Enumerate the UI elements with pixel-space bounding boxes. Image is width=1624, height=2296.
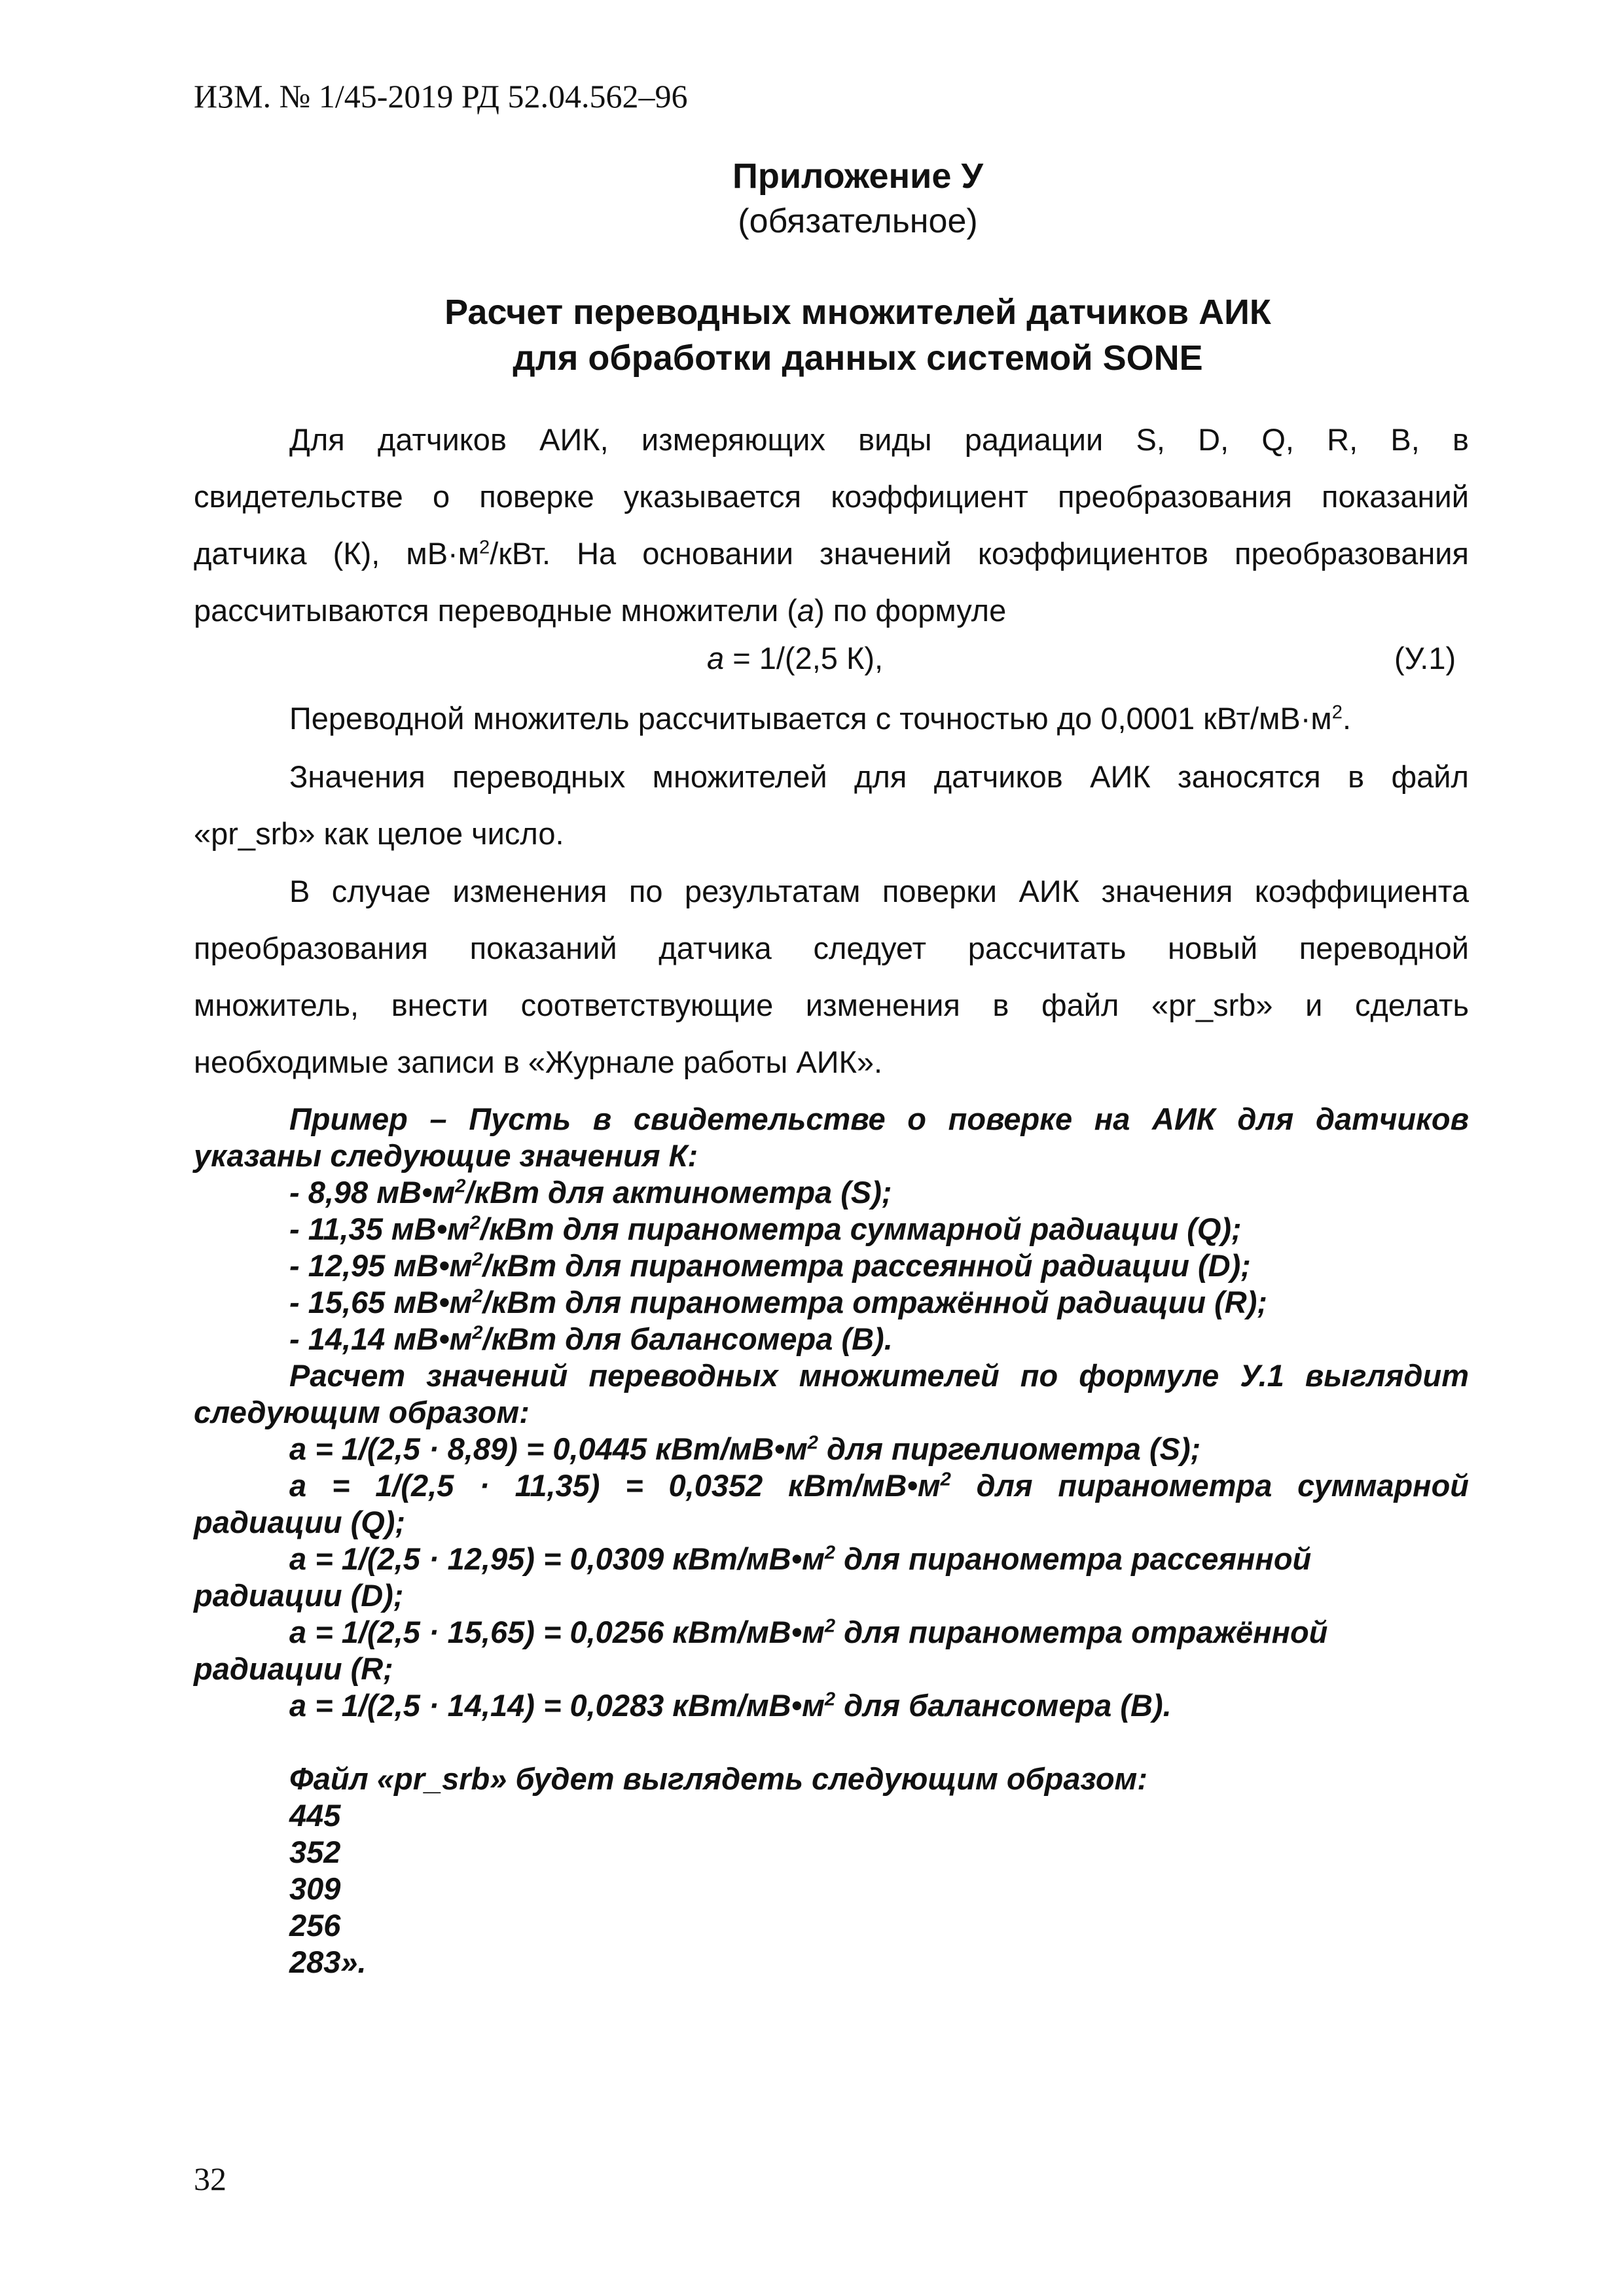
formula: a = 1/(2,5 К), <box>707 641 884 675</box>
calc-line: a = 1/(2,5 · 15,65) = 0,0256 кВт/$мВ•м^2$ для пиранометра отражённой <box>289 1615 1328 1649</box>
calc-line-cont: радиации (Q); <box>194 1505 406 1539</box>
page-number: 32 <box>194 2161 226 2197</box>
example-item: - 15,65 $мВ•м^2$/кВт для пиранометра отражённой радиации (R); <box>289 1285 1268 1319</box>
file-value: 352 <box>289 1835 341 1869</box>
section-heading-line1: Расчет переводных множителей датчиков АИК <box>444 293 1271 332</box>
document-header: ИЗМ. № 1/45-2019 РД 52.04.562–96 <box>194 78 688 115</box>
formula-number: (У.1) <box>1394 641 1456 675</box>
calc-line: a = 1/(2,5 · 14,14) = 0,0283 кВт/$мВ•м^2$ для балансомера (В). <box>289 1688 1172 1723</box>
calc-line-cont: радиации (R; <box>194 1651 393 1686</box>
calc-line: a = 1/(2,5 · 12,95) = 0,0309 кВт/$мВ•м^2$ для пиранометра рассеянной <box>289 1541 1312 1576</box>
para2: Переводной множитель рассчитывается с точностью до 0,0001 кВт/$мВ\cdot м^2$. <box>289 701 1351 736</box>
example-item: - 14,14 $мВ•м^2$/кВт для балансомера (В). <box>289 1321 893 1356</box>
para1-line3: датчика (К), $мВ\cdot м^2$/кВт. На основании значений коэффициентов преобразования <box>194 536 1469 571</box>
para1-line4: рассчитываются переводные множители (a) по формуле <box>194 593 1007 628</box>
file-value: 256 <box>289 1908 341 1943</box>
file-intro: Файл «pr_srb» будет выглядеть следующим образом: <box>289 1761 1147 1796</box>
example-item: - 11,35 $мВ•м^2$/кВт для пиранометра суммарной радиации (Q); <box>289 1211 1242 1246</box>
calc-intro-line2: следующим образом: <box>194 1395 530 1429</box>
example-intro-line1: Пример – Пусть в свидетельстве о поверке на АИК для датчиков <box>289 1102 1469 1136</box>
para4-line1: В случае изменения по результатам поверки АИК значения коэффициента <box>289 874 1469 908</box>
section-heading-line2: для обработки данных системой SONE <box>513 338 1203 378</box>
appendix-title: Приложение У <box>732 156 983 196</box>
example-item: - 12,95 $мВ•м^2$/кВт для пиранометра рассеянной радиации (D); <box>289 1248 1251 1283</box>
example-intro-line2: указаны следующие значения К: <box>194 1138 698 1173</box>
file-value: 283». <box>289 1945 367 1979</box>
para4-line4: необходимые записи в «Журнале работы АИК». <box>194 1045 883 1079</box>
para4-line3: множитель, внести соответствующие изменения в файл «pr_srb» и сделать <box>194 988 1469 1022</box>
example-item: - 8,98 $мВ•м^2$/кВт для актинометра (S); <box>289 1175 892 1210</box>
para4-line2: преобразования показаний датчика следует рассчитать новый переводной <box>194 931 1469 965</box>
calc-line: a = 1/(2,5 · 11,35) = 0,0352 кВт/$мВ•м^2$ для пиранометра суммарной <box>289 1468 1469 1503</box>
calc-intro-line1: Расчет значений переводных множителей по формуле У.1 выглядит <box>289 1358 1469 1393</box>
appendix-subtitle: (обязательное) <box>738 202 978 240</box>
calc-line-cont: радиации (D); <box>194 1578 404 1613</box>
file-value: 445 <box>289 1798 341 1833</box>
para1-line1: Для датчиков АИК, измеряющих виды радиации S, D, Q, R, B, в <box>289 422 1469 457</box>
para1-line2: свидетельстве о поверке указывается коэффициент преобразования показаний <box>194 479 1469 514</box>
para3-line2: «pr_srb» как целое число. <box>194 816 564 851</box>
file-value: 309 <box>289 1871 341 1906</box>
para3-line1: Значения переводных множителей для датчиков АИК заносятся в файл <box>289 759 1469 794</box>
calc-line: a = 1/(2,5 · 8,89) = 0,0445 кВт/$мВ•м^2$ для пиргелиометра (S); <box>289 1431 1201 1466</box>
